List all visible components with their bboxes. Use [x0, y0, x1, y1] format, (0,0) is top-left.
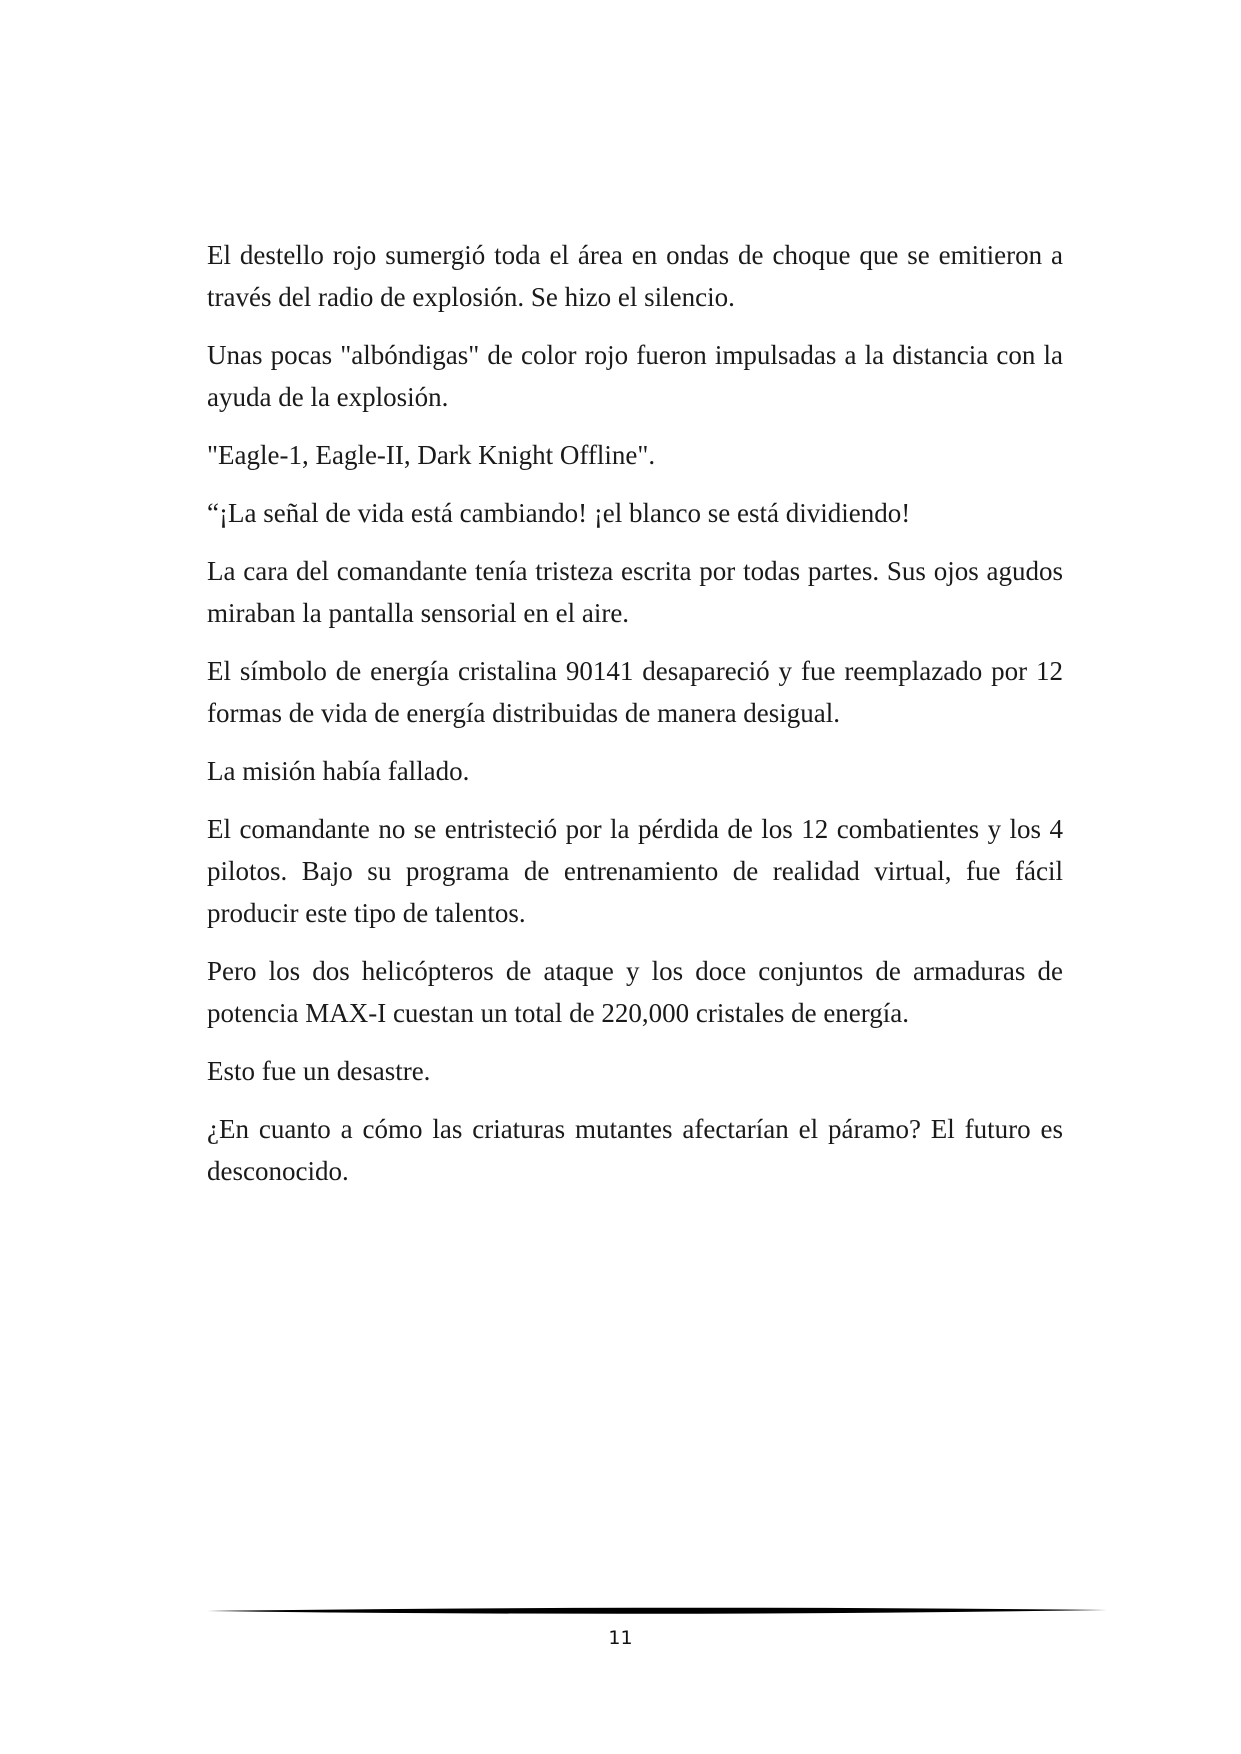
- paragraph: Pero los dos helicópteros de ataque y los doce conjuntos de armaduras de potencia MAX-I cuestan un total de 220,000 cristales de energía.: [207, 956, 1063, 1028]
- body-text: [207, 234, 1063, 1208]
- paragraph: El comandante no se entristeció por la pérdida de los 12 combatientes y los 4 pilotos. Bajo su programa de entrenamiento de realidad virtual, fue fácil producir este tipo de talentos.: [207, 814, 1063, 928]
- paragraph: “¡La señal de vida está cambiando! ¡el blanco se está dividiendo!: [207, 498, 911, 528]
- page-number: 11: [608, 1627, 633, 1649]
- paragraph: La misión había fallado.: [207, 756, 470, 786]
- paragraph: El destello rojo sumergió toda el área en ondas de choque que se emitieron a través del radio de explosión. Se hizo el silencio.: [207, 240, 1063, 312]
- footer-divider: [207, 1604, 1107, 1618]
- paragraph: Esto fue un desastre.: [207, 1056, 431, 1086]
- paragraph: Unas pocas "albóndigas" de color rojo fueron impulsadas a la distancia con la ayuda de la explosión.: [207, 340, 1063, 412]
- paragraph: "Eagle-1, Eagle-II, Dark Knight Offline".: [207, 440, 656, 470]
- paragraph: La cara del comandante tenía tristeza escrita por todas partes. Sus ojos agudos miraban la pantalla sensorial en el aire.: [207, 556, 1063, 628]
- paragraph: El símbolo de energía cristalina 90141 desapareció y fue reemplazado por 12 formas de vida de energía distribuidas de manera desigual.: [207, 656, 1063, 728]
- paragraph: ¿En cuanto a cómo las criaturas mutantes afectarían el páramo? El futuro es desconocido.: [207, 1114, 1063, 1186]
